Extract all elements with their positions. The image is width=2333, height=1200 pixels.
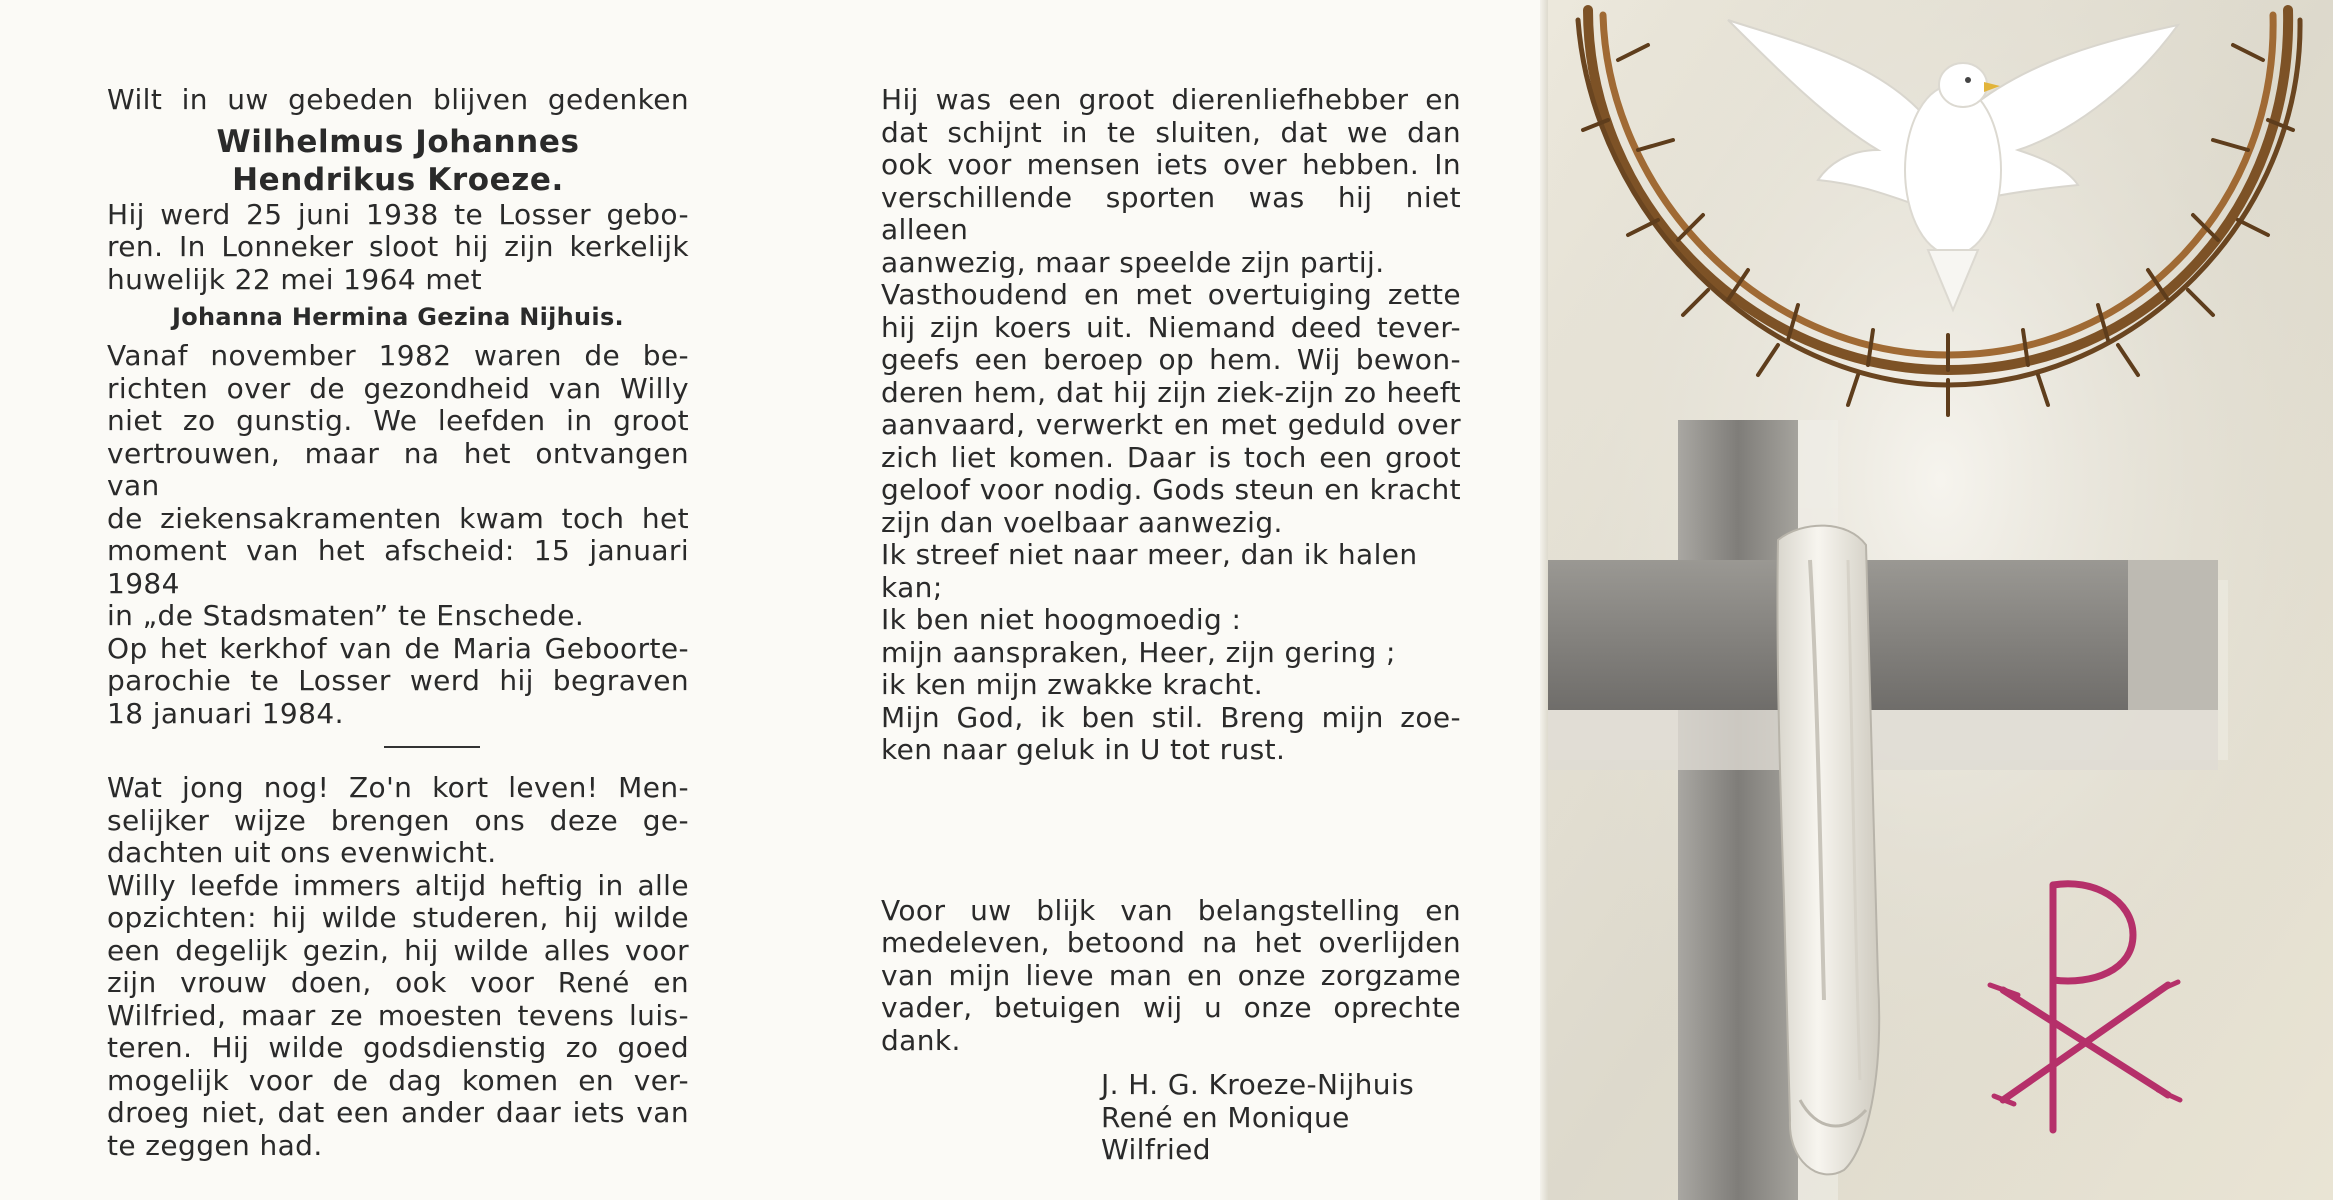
text-line: Hij was een groot dierenliefhebber en bbox=[881, 83, 1461, 116]
text-line: Ik ben niet hoogmoedig : bbox=[881, 603, 1242, 636]
text-line: aanvaard, verwerkt en met geduld over bbox=[881, 408, 1461, 441]
text-line: in „de Stadsmaten” te Enschede. bbox=[107, 599, 585, 632]
text-line: teren. Hij wilde godsdienstig zo goed bbox=[107, 1031, 689, 1064]
deceased-name-line1: Wilhelmus Johannes bbox=[216, 123, 580, 160]
text-line: vader, betuigen wij u onze oprechte bbox=[881, 991, 1461, 1024]
prayer-verse bbox=[881, 539, 1461, 767]
text-line: Hij werd 25 juni 1938 te Losser gebo- bbox=[107, 197, 689, 231]
text-line: moment van het afscheid: 15 januari 1984 bbox=[107, 534, 689, 600]
signer-name: Wilfried bbox=[1101, 1133, 1211, 1166]
text-line: niet zo gunstig. We leefden in groot bbox=[107, 404, 689, 437]
text-line: hij zijn koers uit. Niemand deed tever- bbox=[881, 310, 1461, 344]
character-paragraph bbox=[881, 84, 1461, 539]
left-column bbox=[107, 84, 689, 1162]
text-line: Op het kerkhof van de Maria Geboorte- bbox=[107, 631, 689, 665]
intro-line: Wilt in uw gebeden blijven gedenken bbox=[107, 83, 689, 116]
text-line: geloof voor nodig. Gods steun en kracht bbox=[881, 473, 1461, 506]
wife-name: Johanna Hermina Gezina Nijhuis. bbox=[172, 303, 624, 331]
text-line: medeleven, betoond na het overlijden bbox=[881, 926, 1461, 959]
text-line: mijn aanspraken, Heer, zijn gering ; bbox=[881, 635, 1396, 669]
devotional-illustration bbox=[1548, 0, 2333, 1200]
text-line: Ik streef niet naar meer, dan ik halen kan; bbox=[881, 538, 1418, 604]
text-line: droeg niet, dat een ander daar iets van bbox=[107, 1096, 689, 1129]
signer-name: René en Monique bbox=[1101, 1100, 1350, 1134]
text-line: huwelijk 22 mei 1964 met bbox=[107, 262, 483, 296]
text-line: opzichten: hij wilde studeren, hij wilde bbox=[107, 901, 689, 934]
text-line: van mijn lieve man en onze zorgzame bbox=[881, 958, 1461, 992]
right-column bbox=[881, 84, 1461, 1167]
text-line: ren. In Lonneker sloot hij zijn kerkelijk bbox=[107, 230, 689, 263]
text-line: Vasthoudend en met overtuiging zette bbox=[881, 278, 1461, 311]
text-line: geefs een beroep op hem. Wij bewon- bbox=[881, 343, 1461, 376]
signer-name: J. H. G. Kroeze-Nijhuis bbox=[1101, 1068, 1415, 1101]
text-line: verschillende sporten was hij niet alleen bbox=[881, 180, 1461, 246]
devotional-image bbox=[1548, 0, 2333, 1200]
text-line: een degelijk gezin, hij wilde alles voor bbox=[107, 933, 689, 967]
spacer bbox=[881, 767, 1461, 895]
text-line: zich liet komen. Daar is toch een groot bbox=[881, 440, 1461, 474]
thanks-paragraph bbox=[881, 895, 1461, 1058]
tribute-paragraph bbox=[107, 772, 689, 1162]
text-line: de ziekensakramenten kwam toch het bbox=[107, 501, 689, 535]
illness-paragraph bbox=[107, 340, 689, 730]
text-line: richten over de gezondheid van Willy bbox=[107, 371, 689, 405]
text-line: Wilfried, maar ze moesten tevens luis- bbox=[107, 998, 689, 1032]
text-line: parochie te Losser werd hij begraven bbox=[107, 664, 689, 697]
text-line: vertrouwen, maar na het ontvangen van bbox=[107, 436, 689, 502]
text-line: dat schijnt in te sluiten, dat we dan bbox=[881, 115, 1461, 149]
text-line: dank. bbox=[881, 1023, 961, 1057]
bio-paragraph bbox=[107, 199, 689, 297]
text-line: mogelijk voor de dag komen en ver- bbox=[107, 1063, 689, 1097]
signatories bbox=[1101, 1069, 1461, 1167]
text-line: Voor uw blijk van belangstelling en bbox=[881, 893, 1461, 927]
text-line: aanwezig, maar speelde zijn partij. bbox=[881, 245, 1385, 279]
deceased-name-line2: Hendrikus Kroeze. bbox=[232, 161, 564, 198]
text-line: ook voor mensen iets over hebben. In bbox=[881, 148, 1461, 181]
text-line: zijn dan voelbaar aanwezig. bbox=[881, 505, 1283, 539]
text-line: Wat jong nog! Zo'n kort leven! Men- bbox=[107, 771, 689, 804]
text-line: selijker wijze brengen ons deze ge- bbox=[107, 803, 689, 837]
text-line: dachten uit ons evenwicht. bbox=[107, 836, 497, 869]
text-line: Willy leefde immers altijd heftig in alle bbox=[107, 868, 689, 902]
text-line: Vanaf november 1982 waren de be- bbox=[107, 339, 689, 372]
text-line: 18 januari 1984. bbox=[107, 696, 344, 730]
text-line: ik ken mijn zwakke kracht. bbox=[881, 668, 1264, 701]
shroud-cloth-icon bbox=[1777, 526, 1879, 1175]
divider-rule bbox=[384, 746, 480, 748]
text-line: deren hem, dat hij zijn ziek-zijn zo heeft bbox=[881, 375, 1461, 409]
text-line: ken naar geluk in U tot rust. bbox=[881, 733, 1286, 766]
text-line: zijn vrouw doen, ook voor René en bbox=[107, 966, 689, 999]
text-line: te zeggen had. bbox=[107, 1128, 323, 1162]
text-line: Mijn God, ik ben stil. Breng mijn zoe- bbox=[881, 700, 1461, 734]
